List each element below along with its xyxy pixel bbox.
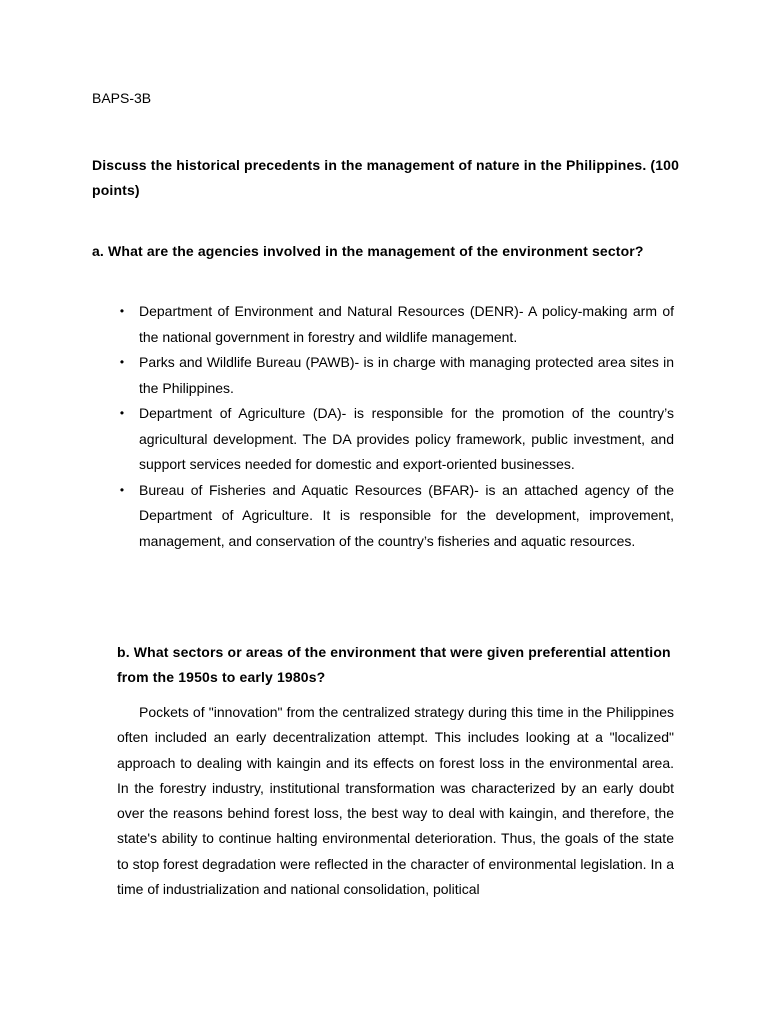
bullet-icon: • [119, 355, 125, 369]
answer-paragraph: Pockets of "innovation" from the centralized strategy during this time in the Philippines often included an early decentralization attempt. This includes looking at a "localized" approach to dealing with kaingin and its effects on forest loss in the environmental area. In the forestry industry, institutional transformation was characterized by an early doubt over the reasons behind forest loss, the best way to deal with kaingin, and therefore, the state's ability to continue halting environmental deterioration. Thus, the goals of the state to stop forest degradation were reflected in the character of environmental legislation. In a time of industrialization and national consolidation, political [117, 704, 674, 898]
agency-text: Parks and Wildlife Bureau (PAWB)- is in charge with managing protected area sites in the Philippines. [139, 354, 674, 396]
bullet-icon: • [119, 482, 125, 497]
question-b: b. What sectors or areas of the environment that were given preferential attention from the 1950s to early 1980s? [117, 644, 671, 685]
agency-text: Bureau of Fisheries and Aquatic Resources (BFAR)- is an attached agency of the Department of Agriculture. It is responsible for the development, improvement, management, and conservation of the country’s fisheries and aquatic resources. [139, 481, 674, 549]
course-code: BAPS-3B [92, 90, 152, 106]
list-item [117, 478, 674, 555]
agency-text: Department of Agriculture (DA)- is responsible for the promotion of the country’s agricultural development. The DA provides policy framework, public investment, and support services needed for domestic and export-oriented businesses. [139, 405, 674, 472]
bullet-icon: • [119, 406, 125, 420]
bullet-icon: • [119, 304, 125, 318]
question-a: a. What are the agencies involved in the management of the environment sector? [92, 243, 644, 259]
list-item [117, 401, 674, 478]
list-item [117, 350, 674, 401]
list-item [117, 299, 674, 350]
agency-list [117, 299, 674, 554]
agency-text: Department of Environment and Natural Resources (DENR)- A policy-making arm of the national government in forestry and wildlife management. [139, 303, 674, 345]
main-question: Discuss the historical precedents in the management of nature in the Philippines. (100 points) [92, 157, 680, 198]
